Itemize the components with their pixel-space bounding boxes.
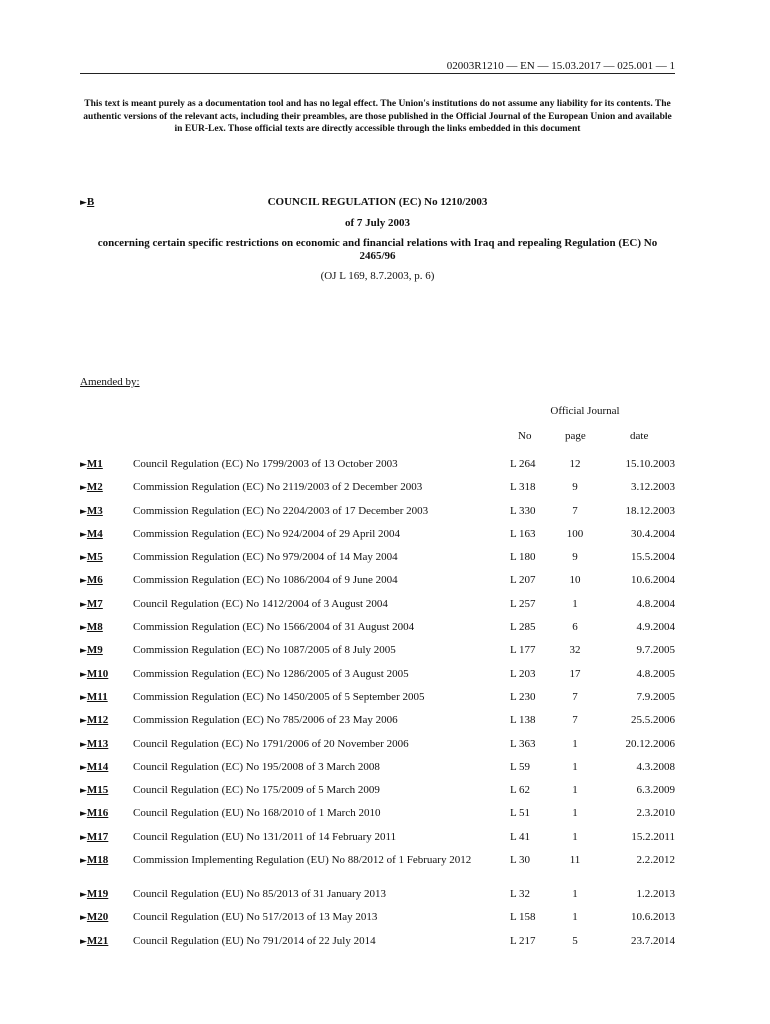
official-journal-heading: Official Journal xyxy=(550,405,620,417)
legal-disclaimer: This text is meant purely as a documentation tool and has no legal effect. The Union's institutions do not assume any liability for its contents. The authentic versions of the relevant acts, including their preambles, are those published in the Official Journal of the European Union and available in EUR-Lex. Those official texts are directly accessible through the links embedded in this document xyxy=(83,99,672,134)
table-row xyxy=(80,935,675,958)
amendment-link[interactable]: M13 xyxy=(86,737,109,750)
oj-number: L 217 xyxy=(510,934,536,947)
amendment-marker[interactable] xyxy=(80,784,108,796)
amendment-marker[interactable] xyxy=(80,574,103,586)
column-header-date: date xyxy=(630,430,649,442)
amendment-description: Commission Regulation (EC) No 785/2006 of 23 May 2006 xyxy=(133,714,398,727)
triangle-right-icon: ► xyxy=(80,739,87,750)
triangle-right-icon: ► xyxy=(80,692,87,703)
triangle-right-icon: ► xyxy=(80,936,87,947)
table-row xyxy=(80,481,675,504)
oj-number: L 32 xyxy=(510,888,531,901)
oj-date: 4.9.2004 xyxy=(636,621,675,634)
table-row xyxy=(80,551,675,574)
oj-date: 15.2.2011 xyxy=(631,830,675,843)
triangle-right-icon: ► xyxy=(80,599,87,610)
amendment-link[interactable]: M21 xyxy=(86,934,109,947)
oj-page: 100 xyxy=(566,527,584,540)
table-row xyxy=(80,644,675,667)
oj-page: 10 xyxy=(569,574,581,587)
amendment-link[interactable]: M14 xyxy=(86,760,109,773)
triangle-right-icon: ► xyxy=(80,460,87,470)
oj-number: L 41 xyxy=(510,830,531,843)
column-header-no: No xyxy=(518,430,532,442)
oj-page: 7 xyxy=(572,714,578,727)
table-row xyxy=(80,807,675,830)
act-oj-reference: (OJ L 169, 8.7.2003, p. 6) xyxy=(320,270,435,282)
act-date: of 7 July 2003 xyxy=(344,217,411,229)
oj-number: L 51 xyxy=(510,807,531,820)
oj-page: 9 xyxy=(572,481,578,494)
amendment-marker[interactable] xyxy=(80,911,108,923)
amendment-marker[interactable] xyxy=(80,668,108,680)
table-row xyxy=(80,854,675,888)
oj-page: 1 xyxy=(572,597,578,610)
triangle-right-icon: ► xyxy=(80,529,87,540)
triangle-right-icon: ► xyxy=(80,890,87,901)
oj-page: 7 xyxy=(572,504,578,517)
oj-number: L 257 xyxy=(510,597,536,610)
oj-number: L 363 xyxy=(510,737,536,750)
triangle-right-icon: ► xyxy=(80,623,87,634)
oj-page: 11 xyxy=(569,854,581,867)
amendments-table xyxy=(80,458,675,958)
amendment-link[interactable]: M1 xyxy=(86,458,103,470)
oj-number: L 318 xyxy=(510,481,536,494)
triangle-right-icon: ► xyxy=(80,553,87,564)
oj-page: 32 xyxy=(569,644,581,657)
amendment-description: Commission Implementing Regulation (EU) No 88/2012 of 1 February 2012 xyxy=(133,854,472,867)
triangle-right-icon: ► xyxy=(80,856,87,867)
amendment-link[interactable]: M15 xyxy=(86,784,109,797)
amendment-marker[interactable] xyxy=(80,807,108,819)
triangle-right-icon: ► xyxy=(80,809,87,820)
amendment-description: Commission Regulation (EC) No 1087/2005 of 8 July 2005 xyxy=(133,644,396,657)
oj-date: 25.5.2006 xyxy=(631,714,675,727)
oj-date: 3.12.2003 xyxy=(631,481,675,494)
oj-number: L 264 xyxy=(510,458,536,470)
act-subject: concerning certain specific restrictions on economic and financial relations with Iraq and repealing Regulation (EC) No 2465/96 xyxy=(97,237,658,262)
oj-number: L 138 xyxy=(510,714,536,727)
oj-number: L 285 xyxy=(510,621,536,634)
header-divider xyxy=(80,73,675,74)
oj-date: 10.6.2004 xyxy=(631,574,675,587)
oj-page: 1 xyxy=(572,737,578,750)
table-row xyxy=(80,784,675,807)
oj-page: 9 xyxy=(572,551,578,564)
amendment-link[interactable]: M16 xyxy=(86,807,109,820)
amendment-link[interactable]: M9 xyxy=(86,644,103,657)
oj-number: L 163 xyxy=(510,527,536,540)
oj-date: 4.3.2008 xyxy=(636,760,675,773)
triangle-right-icon: ► xyxy=(80,832,87,843)
amendment-link[interactable]: M12 xyxy=(86,714,109,727)
amendment-link[interactable]: M7 xyxy=(86,597,103,610)
amendment-description: Commission Regulation (EC) No 2119/2003 of 2 December 2003 xyxy=(133,481,423,494)
amendment-description: Commission Regulation (EC) No 1286/2005 of 3 August 2005 xyxy=(133,667,409,680)
amendment-description: Council Regulation (EU) No 517/2013 of 13 May 2013 xyxy=(133,911,378,924)
oj-number: L 62 xyxy=(510,784,531,797)
oj-date: 1.2.2013 xyxy=(636,888,675,901)
amendment-marker[interactable] xyxy=(80,831,108,843)
triangle-right-icon: ► xyxy=(80,786,87,797)
amendment-link[interactable]: M10 xyxy=(86,667,109,680)
amendment-marker[interactable] xyxy=(80,505,103,517)
amendment-description: Council Regulation (EC) No 1412/2004 of 3 August 2004 xyxy=(133,597,388,610)
amendment-marker[interactable] xyxy=(80,738,108,750)
oj-date: 30.4.2004 xyxy=(631,527,675,540)
oj-date: 2.3.2010 xyxy=(636,807,675,820)
oj-page: 1 xyxy=(572,830,578,843)
oj-number: L 207 xyxy=(510,574,536,587)
amendment-description: Commission Regulation (EC) No 1086/2004 of 9 June 2004 xyxy=(133,574,398,587)
oj-number: L 203 xyxy=(510,667,536,680)
oj-number: L 230 xyxy=(510,690,536,703)
amendment-link[interactable]: M6 xyxy=(86,574,103,587)
amendment-marker[interactable] xyxy=(80,761,108,773)
table-row xyxy=(80,888,675,911)
table-row xyxy=(80,668,675,691)
amendment-link[interactable]: M5 xyxy=(86,551,103,564)
oj-date: 2.2.2012 xyxy=(636,854,675,867)
oj-date: 7.9.2005 xyxy=(636,690,675,703)
amendment-link[interactable]: M11 xyxy=(86,690,108,703)
oj-date: 4.8.2005 xyxy=(636,667,675,680)
amendment-marker[interactable] xyxy=(80,714,108,726)
amendment-link[interactable]: M4 xyxy=(86,527,103,540)
amendment-marker[interactable] xyxy=(80,598,103,610)
table-row xyxy=(80,714,675,737)
amendment-description: Commission Regulation (EC) No 1450/2005 of 5 September 2005 xyxy=(133,690,425,703)
table-row xyxy=(80,598,675,621)
document-header-reference: 02003R1210 — EN — 15.03.2017 — 025.001 — 1 xyxy=(446,60,675,72)
oj-number: L 177 xyxy=(510,644,536,657)
table-row xyxy=(80,528,675,551)
amendment-description: Council Regulation (EC) No 1799/2003 of 13 October 2003 xyxy=(133,458,398,470)
base-act-link[interactable]: B xyxy=(86,196,95,208)
amendment-description: Commission Regulation (EC) No 2204/2003 of 17 December 2003 xyxy=(133,504,429,517)
oj-page: 1 xyxy=(572,888,578,901)
triangle-right-icon: ► xyxy=(80,762,87,773)
amendment-link[interactable]: M19 xyxy=(86,888,109,901)
oj-number: L 158 xyxy=(510,911,536,924)
oj-page: 17 xyxy=(569,667,581,680)
amendment-marker[interactable] xyxy=(80,888,108,900)
table-row xyxy=(80,574,675,597)
triangle-right-icon: ► xyxy=(80,913,87,924)
oj-number: L 180 xyxy=(510,551,536,564)
triangle-right-icon: ► xyxy=(80,506,87,517)
table-row xyxy=(80,458,675,481)
oj-number: L 30 xyxy=(510,854,531,867)
oj-date: 15.5.2004 xyxy=(631,551,675,564)
amendment-marker[interactable] xyxy=(80,935,108,947)
oj-page: 1 xyxy=(572,760,578,773)
oj-page: 6 xyxy=(572,621,578,634)
oj-date: 15.10.2003 xyxy=(625,458,675,470)
amendment-marker[interactable] xyxy=(80,621,103,633)
amendment-description: Council Regulation (EU) No 168/2010 of 1 March 2010 xyxy=(133,807,381,820)
act-title: COUNCIL REGULATION (EC) No 1210/2003 xyxy=(267,196,488,208)
oj-date: 18.12.2003 xyxy=(625,504,675,517)
oj-date: 4.8.2004 xyxy=(636,597,675,610)
oj-page: 1 xyxy=(572,807,578,820)
amendment-description: Commission Regulation (EC) No 924/2004 of 29 April 2004 xyxy=(133,527,401,540)
oj-date: 23.7.2014 xyxy=(631,934,675,947)
amendment-description: Council Regulation (EC) No 175/2009 of 5 March 2009 xyxy=(133,784,380,797)
column-header-page: page xyxy=(565,430,586,442)
amendment-link[interactable]: M2 xyxy=(86,481,103,494)
amendment-marker[interactable] xyxy=(80,458,103,470)
oj-number: L 59 xyxy=(510,760,531,773)
amendment-link[interactable]: M18 xyxy=(86,854,109,867)
amendment-description: Council Regulation (EU) No 131/2011 of 14 February 2011 xyxy=(133,830,397,843)
amended-by-label: Amended by: xyxy=(80,376,140,388)
table-row xyxy=(80,738,675,761)
triangle-right-icon: ► xyxy=(80,716,87,727)
oj-date: 20.12.2006 xyxy=(625,737,675,750)
table-row xyxy=(80,911,675,934)
oj-page: 1 xyxy=(572,784,578,797)
amendment-marker[interactable] xyxy=(80,551,103,563)
amendment-link[interactable]: M8 xyxy=(86,621,103,634)
triangle-right-icon: ► xyxy=(80,646,87,657)
oj-page: 12 xyxy=(569,458,581,470)
amendment-description: Council Regulation (EC) No 1791/2006 of 20 November 2006 xyxy=(133,737,409,750)
oj-number: L 330 xyxy=(510,504,536,517)
amendment-description: Council Regulation (EC) No 195/2008 of 3 March 2008 xyxy=(133,760,380,773)
amendment-marker[interactable] xyxy=(80,528,103,540)
oj-date: 9.7.2005 xyxy=(636,644,675,657)
table-row xyxy=(80,505,675,528)
table-row xyxy=(80,761,675,784)
triangle-right-icon: ► xyxy=(80,198,87,208)
oj-date: 6.3.2009 xyxy=(636,784,675,797)
amendment-description: Council Regulation (EU) No 85/2013 of 31 January 2013 xyxy=(133,888,386,901)
amendment-description: Commission Regulation (EC) No 1566/2004 of 31 August 2004 xyxy=(133,621,415,634)
amendment-link[interactable]: M20 xyxy=(86,911,109,924)
oj-date: 10.6.2013 xyxy=(631,911,675,924)
amendment-marker[interactable] xyxy=(80,481,103,493)
amendment-description: Council Regulation (EU) No 791/2014 of 22 July 2014 xyxy=(133,934,376,947)
table-row xyxy=(80,831,675,854)
amendment-marker[interactable] xyxy=(80,691,108,703)
table-row xyxy=(80,691,675,714)
amendment-link[interactable]: M3 xyxy=(86,504,103,517)
oj-page: 1 xyxy=(572,911,578,924)
amendment-marker[interactable] xyxy=(80,854,108,866)
oj-page: 7 xyxy=(572,690,578,703)
triangle-right-icon: ► xyxy=(80,576,87,587)
triangle-right-icon: ► xyxy=(80,669,87,680)
table-row xyxy=(80,621,675,644)
triangle-right-icon: ► xyxy=(80,483,87,494)
amendment-link[interactable]: M17 xyxy=(86,830,109,843)
amendment-marker[interactable] xyxy=(80,644,103,656)
amendment-description: Commission Regulation (EC) No 979/2004 of 14 May 2004 xyxy=(133,551,398,564)
oj-page: 5 xyxy=(572,934,578,947)
